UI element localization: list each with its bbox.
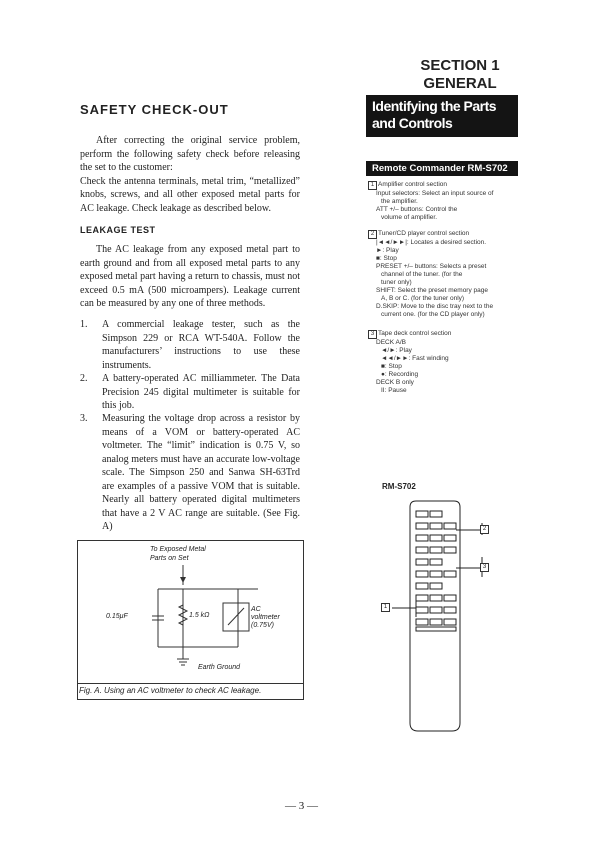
leakage-para: The AC leakage from any exposed metal part to earth ground and from all exposed metal parts to any exposed metal part having a return to chassis, must not exceed 0.5 mA (500 microampers). Leakage current can be measured by any one of three methods. [80,244,300,309]
identify-heading [366,95,518,137]
callout-1: 1 [381,603,390,612]
section-number-box: 1 [368,181,377,190]
safety-heading: SAFETY CHECK-OUT [80,102,229,117]
section-title-line [368,181,518,190]
section-line: ATT +/– buttons: Control the [376,206,458,213]
section-line: tuner only) [381,279,412,286]
section-line: the amplifier. [381,198,418,205]
list-item-number: 2. [80,373,88,384]
figure-top-label-line2: Parts on Set [150,555,189,562]
section-line: ●: Recording [381,371,419,378]
list-item [80,372,300,413]
voltmeter-label [251,606,280,630]
page-number: — 3 — [285,800,318,812]
section-line: ►: Play [376,247,399,254]
section-line: DECK B only [376,379,414,386]
capacitor-label: 0.15μF [106,613,128,620]
section-line: Amplifier control section [378,181,447,188]
section-line: Tape deck control section [378,330,452,337]
list-item [80,318,300,372]
identify-heading-line2: and Controls [372,115,453,131]
section-line: II: Pause [381,387,407,394]
section-line: A, B or C. (for the tuner only) [381,295,465,302]
list-item-text: Measuring the voltage drop across a resistor by means of a VOM or battery-operated AC voltmeter. The “limit” indication is 0.75 V, so analog meters must have an accurate low-voltage scale. The Simpson 250 and Sanwa SH-63Trd are examples of a passive VOM that is suitable. Nearly all battery operated digital multimeters that have a 2 V AC range are suitable. (See Fig. A) [102,413,300,532]
section-line: DECK A/B [376,339,406,346]
section-line: current one. (for the CD player only) [381,311,485,318]
voltmeter-label-line3: (0.75V) [251,622,274,629]
safety-intro [80,134,300,215]
figure-top-label [150,545,206,563]
section-line: D.SKIP: Move to the disc tray next to the [376,303,494,310]
section-line: SHIFT: Select the preset memory page [376,287,488,294]
section-line: ◄/►: Play [381,347,412,354]
identify-heading-line1: Identifying the Parts [372,98,497,114]
section-line: Tuner/CD player control section [378,230,470,237]
remote-section-amplifier [368,181,518,222]
remote-subheading: Remote Commander RM-S702 [366,161,518,176]
callout-3: 3 [480,563,489,572]
section-line: ■: Stop [376,255,397,262]
figure-caption: Fig. A. Using an AC voltmeter to check AC leakage. [78,683,303,699]
safety-intro-text: After correcting the original service problem, perform the following safety check before releasing the set to the customer: [80,135,300,173]
section-line: |◄◄/►►|: Locates a desired section. [376,239,487,246]
section-title: GENERAL [423,75,497,92]
list-item-text: A battery-operated AC milliammeter. The Data Precision 245 digital multimeter is suitable for this job. [102,373,300,411]
resistor-label: 1.5 kΩ [189,612,210,619]
voltmeter-label-line2: voltmeter [251,614,280,621]
section-number: SECTION 1 [420,57,500,74]
section-title-line [368,230,518,239]
list-item [80,412,300,534]
safety-para2: Check the antenna terminals, metal trim, “metallized” knobs, screws, and all other exposed metal parts for AC leakage. Check leakage as described below. [80,175,300,214]
leakage-heading: LEAKAGE TEST [80,225,156,235]
remote-section-tape [368,330,518,395]
callout-2: 2 [480,525,489,534]
section-number-box: 2 [368,230,377,239]
section-line: channel of the tuner. (for the [381,271,463,278]
section-line: ◄◄/►►: Fast winding [381,355,449,362]
section-line: volume of amplifier. [381,214,437,221]
section-line: PRESET +/– buttons: Selects a preset [376,263,487,270]
remote-model-label: RM-S702 [382,482,416,491]
section-title-line [368,330,518,339]
list-item-number: 1. [80,319,88,330]
section-line: ■: Stop [381,363,402,370]
ground-label: Earth Ground [198,664,241,671]
figure-a [77,540,304,700]
section-line: Input selectors: Select an input source of [376,190,494,197]
list-item-text: A commercial leakage tester, such as the Simpson 229 or RCA WT-540A. Follow the manufacturers’ instructions to use these instruments. [102,319,300,371]
figure-top-label-line1: To Exposed Metal [150,546,206,553]
section-number-box: 3 [368,330,377,339]
voltmeter-label-line1: AC [251,606,261,613]
remote-section-tuner-cd [368,230,518,319]
list-item-number: 3. [80,413,88,424]
